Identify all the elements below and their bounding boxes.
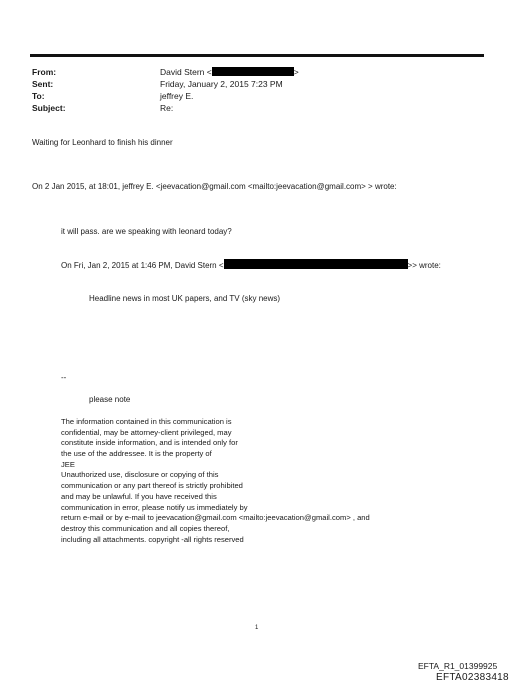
disclaimer-line: confidential, may be attorney-client privileged, may bbox=[61, 427, 232, 437]
redaction-block bbox=[224, 259, 408, 269]
quote2-header-prefix: On Fri, Jan 2, 2015 at 1:46 PM, David Stern < bbox=[61, 261, 224, 270]
page-number: 1 bbox=[255, 625, 259, 631]
disclaimer-line: communication in error, please notify us immediately by bbox=[61, 502, 248, 512]
disclaimer-line: The information contained in this communication is bbox=[61, 417, 232, 426]
disclaimer-line: constitute inside information, and is intended only for bbox=[61, 438, 238, 448]
disclaimer-line: communication or any part thereof is strictly prohibited bbox=[61, 481, 243, 491]
disclaimer-line: destroy this communication and all copies thereof, bbox=[61, 523, 230, 533]
quote1-text: it will pass. are we speaking with leonard today? bbox=[61, 227, 232, 236]
disclaimer-line: JEE bbox=[61, 459, 75, 469]
quote2-header bbox=[61, 259, 441, 271]
to-label: To: bbox=[32, 91, 45, 101]
disclaimer bbox=[61, 417, 370, 545]
bates-stamp-primary: EFTA_R1_01399925 bbox=[418, 661, 498, 671]
sent-value: Friday, January 2, 2015 7:23 PM bbox=[160, 79, 283, 89]
from-value bbox=[160, 67, 299, 78]
message-body: Waiting for Leonhard to finish his dinner bbox=[32, 138, 173, 147]
sent-label: Sent: bbox=[32, 79, 54, 89]
from-suffix: > bbox=[293, 67, 299, 77]
header-rule bbox=[30, 54, 484, 57]
subject-label: Subject: bbox=[32, 103, 66, 113]
disclaimer-line: the use of the addressee. It is the property of bbox=[61, 449, 212, 459]
disclaimer-line: Unauthorized use, disclosure or copying of this bbox=[61, 470, 219, 480]
quote1-header: On 2 Jan 2015, at 18:01, jeffrey E. <jeevacation@gmail.com <mailto:jeevacation@gmail.com> > wrote: bbox=[32, 182, 397, 191]
disclaimer-line: and may be unlawful. If you have received this bbox=[61, 491, 217, 501]
please-note: please note bbox=[89, 395, 131, 404]
from-label: From: bbox=[32, 67, 57, 77]
quote2-header-suffix: >> wrote: bbox=[407, 261, 441, 270]
disclaimer-line: return e-mail or by e-mail to jeevacation@gmail.com <mailto:jeevacation@gmail.com> , and bbox=[61, 513, 370, 523]
disclaimer-line: including all attachments. copyright -all rights reserved bbox=[61, 534, 244, 544]
bates-stamp-secondary: EFTA02383418 bbox=[436, 672, 509, 683]
quote2-text: Headline news in most UK papers, and TV (sky news) bbox=[89, 294, 281, 303]
to-value: jeffrey E. bbox=[160, 91, 194, 101]
subject-value: Re: bbox=[160, 103, 174, 113]
redaction-block bbox=[212, 67, 294, 76]
from-name: David Stern < bbox=[160, 67, 212, 77]
signature-dashes: -- bbox=[61, 373, 67, 382]
